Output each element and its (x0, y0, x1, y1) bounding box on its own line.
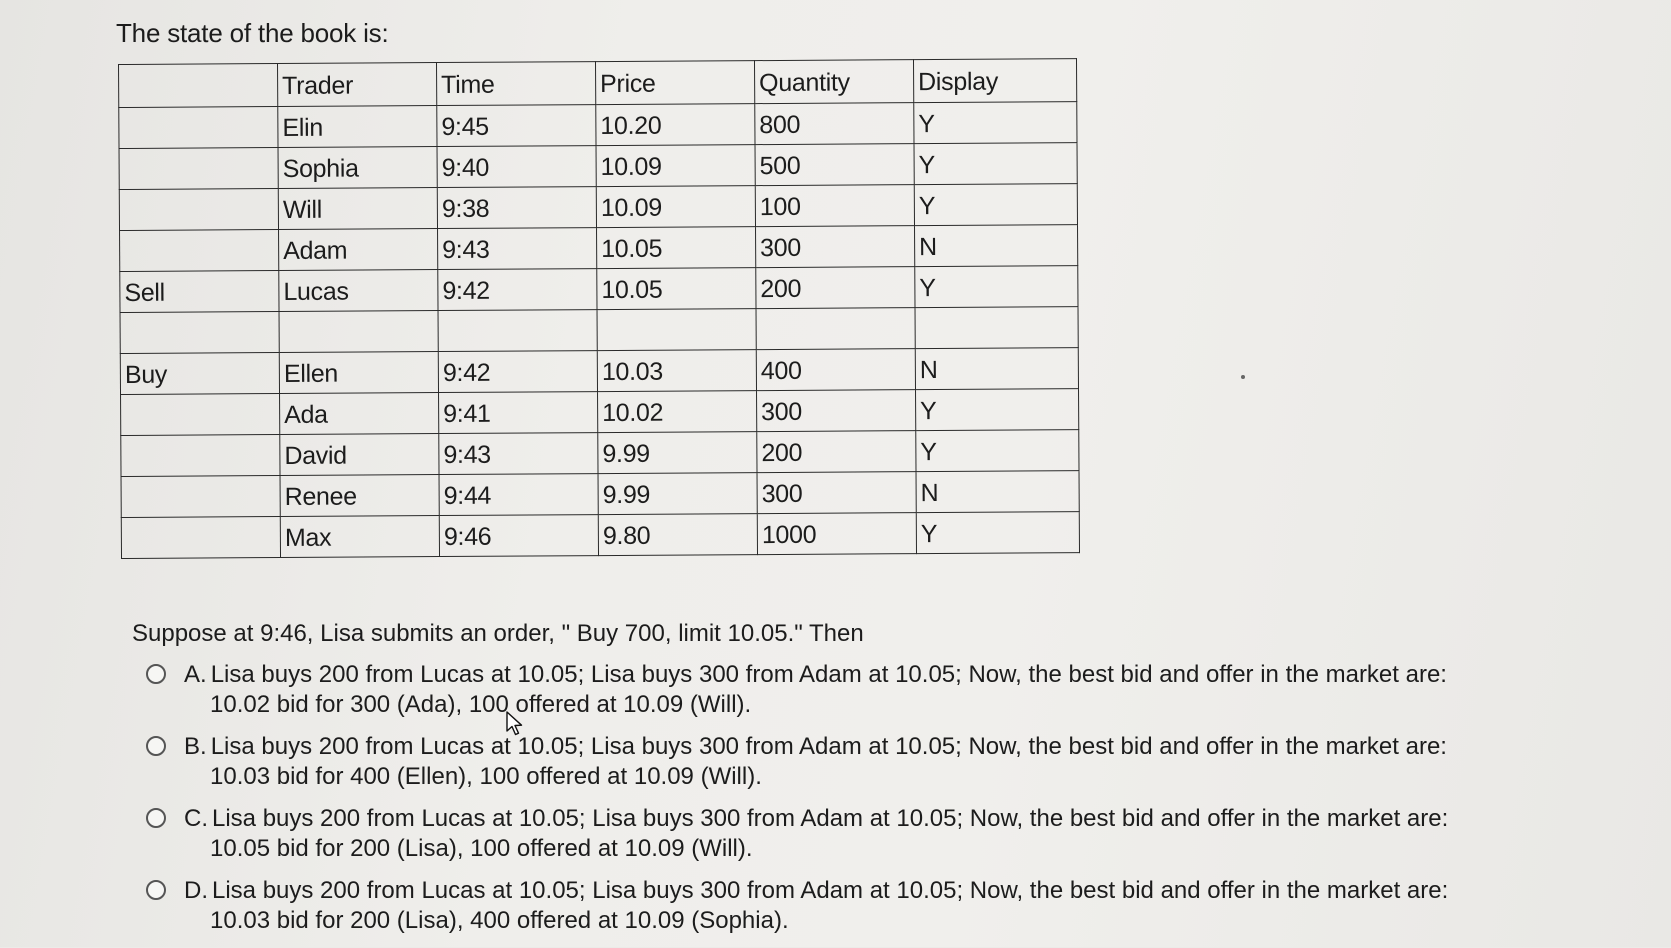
cell-trader (279, 311, 438, 353)
cell-time: 9:42 (438, 269, 597, 311)
cell-trader: Elin (278, 106, 437, 148)
header-cell-quantity: Quantity (754, 60, 913, 104)
cell-quantity: 100 (755, 185, 914, 227)
option-letter: B. (184, 733, 207, 760)
table-row (121, 471, 1079, 518)
cell-trader: Max (280, 516, 439, 558)
table-row (120, 348, 1078, 395)
cell-price: 10.09 (596, 186, 755, 228)
cell-time: 9:44 (439, 474, 598, 516)
cell-side: Buy (120, 353, 279, 395)
option-text-line1: Lisa buys 200 from Lucas at 10.05; Lisa buys 300 from Adam at 10.05; Now, the best bid and offer in the market are: (210, 733, 1447, 760)
table-row (119, 184, 1077, 231)
cell-time: 9:43 (439, 433, 598, 475)
option-c[interactable] (146, 804, 1566, 864)
cell-quantity: 500 (755, 144, 914, 186)
cell-trader: David (280, 434, 439, 476)
cell-display: Y (914, 102, 1077, 144)
table-row (121, 430, 1079, 477)
cell-time: 9:38 (437, 187, 596, 229)
table-row (121, 512, 1079, 559)
cell-display: Y (914, 184, 1077, 226)
table-row (121, 389, 1079, 436)
cell-side (119, 107, 278, 149)
table-row (120, 266, 1078, 313)
cell-side (119, 189, 278, 231)
option-text-line1: Lisa buys 200 from Lucas at 10.05; Lisa buys 300 from Adam at 10.05; Now, the best bid and offer in the market are: (212, 877, 1449, 904)
cell-quantity: 300 (756, 226, 915, 268)
cell-trader: Will (278, 188, 437, 230)
option-text-line1: Lisa buys 200 from Lucas at 10.05; Lisa buys 300 from Adam at 10.05; Now, the best bid and offer in the market are: (210, 661, 1447, 688)
radio-button-icon[interactable] (146, 736, 166, 756)
dust-speck (1241, 375, 1245, 379)
cell-side (121, 435, 280, 477)
cell-side (121, 476, 280, 518)
option-letter: A. (184, 661, 207, 688)
cell-time: 9:45 (437, 105, 596, 147)
cell-side (120, 230, 279, 272)
header-cell-side (119, 64, 278, 108)
cell-quantity: 400 (756, 349, 915, 391)
cell-display: N (916, 471, 1079, 513)
table-row (120, 225, 1078, 272)
header-cell-time: Time (436, 62, 595, 106)
option-d[interactable] (146, 876, 1566, 936)
cell-time: 9:40 (437, 146, 596, 188)
cell-price: 10.05 (597, 268, 756, 310)
cell-price: 10.03 (597, 350, 756, 392)
cell-trader: Renee (280, 475, 439, 517)
cell-price: 10.05 (597, 227, 756, 269)
cell-display: Y (916, 512, 1079, 554)
option-letter: D. (184, 877, 208, 904)
cell-price: 10.02 (598, 391, 757, 433)
cell-quantity: 1000 (757, 513, 916, 555)
cell-side (121, 517, 280, 559)
cell-price: 9.99 (598, 432, 757, 474)
cell-side (121, 394, 280, 436)
option-text-line2: 10.03 bid for 200 (Lisa), 400 offered at 10.09 (Sophia). (210, 907, 789, 934)
cell-display: N (915, 225, 1078, 267)
cell-quantity: 300 (757, 390, 916, 432)
question-text: Suppose at 9:46, Lisa submits an order, " Buy 700, limit 10.05." Then (132, 620, 864, 647)
cell-trader: Sophia (278, 147, 437, 189)
mouse-pointer-icon (506, 711, 524, 737)
cell-price: 10.09 (596, 145, 755, 187)
cell-time: 9:46 (439, 515, 598, 557)
cell-quantity: 300 (757, 472, 916, 514)
cell-trader: Adam (279, 229, 438, 271)
table-header-row (119, 59, 1077, 108)
cell-trader: Ada (280, 393, 439, 435)
option-text-line1: Lisa buys 200 from Lucas at 10.05; Lisa buys 300 from Adam at 10.05; Now, the best bid and offer in the market are: (212, 805, 1449, 832)
order-book-table (118, 58, 1080, 559)
cell-side (119, 148, 278, 190)
cell-trader: Ellen (279, 352, 438, 394)
intro-text: The state of the book is: (116, 18, 389, 48)
cell-side: Sell (120, 271, 279, 313)
cell-quantity (756, 308, 915, 350)
table-row (120, 307, 1078, 354)
answer-options (146, 660, 1566, 948)
option-text-line2: 10.05 bid for 200 (Lisa), 100 offered at 10.09 (Will). (210, 835, 753, 862)
cell-price: 10.20 (596, 104, 755, 146)
cell-display (915, 307, 1078, 349)
cell-price: 9.99 (598, 473, 757, 515)
cell-display: Y (914, 143, 1077, 185)
option-a[interactable] (146, 660, 1566, 720)
cell-quantity: 200 (756, 267, 915, 309)
cell-price (597, 309, 756, 351)
radio-button-icon[interactable] (146, 880, 166, 900)
option-letter: C. (184, 805, 208, 832)
option-text-line2: 10.03 bid for 400 (Ellen), 100 offered at 10.09 (Will). (210, 763, 762, 790)
option-text-line2: 10.02 bid for 300 (Ada), 100 offered at 10.09 (Will). (210, 691, 752, 718)
cell-time (438, 310, 597, 352)
cell-time: 9:41 (439, 392, 598, 434)
header-cell-trader: Trader (278, 63, 437, 107)
cell-side (120, 312, 279, 354)
cell-display: Y (916, 430, 1079, 472)
cell-quantity: 200 (757, 431, 916, 473)
cell-time: 9:43 (438, 228, 597, 270)
header-cell-display: Display (913, 59, 1076, 103)
radio-button-icon[interactable] (146, 808, 166, 828)
cell-display: Y (916, 389, 1079, 431)
cell-trader: Lucas (279, 270, 438, 312)
table-row (119, 143, 1077, 190)
cell-price: 9.80 (598, 514, 757, 556)
header-cell-price: Price (595, 61, 754, 105)
cell-quantity: 800 (755, 103, 914, 145)
radio-button-icon[interactable] (146, 664, 166, 684)
cell-display: Y (915, 266, 1078, 308)
option-b[interactable] (146, 732, 1566, 792)
cell-display: N (915, 348, 1078, 390)
table-row (119, 102, 1077, 149)
cell-time: 9:42 (438, 351, 597, 393)
